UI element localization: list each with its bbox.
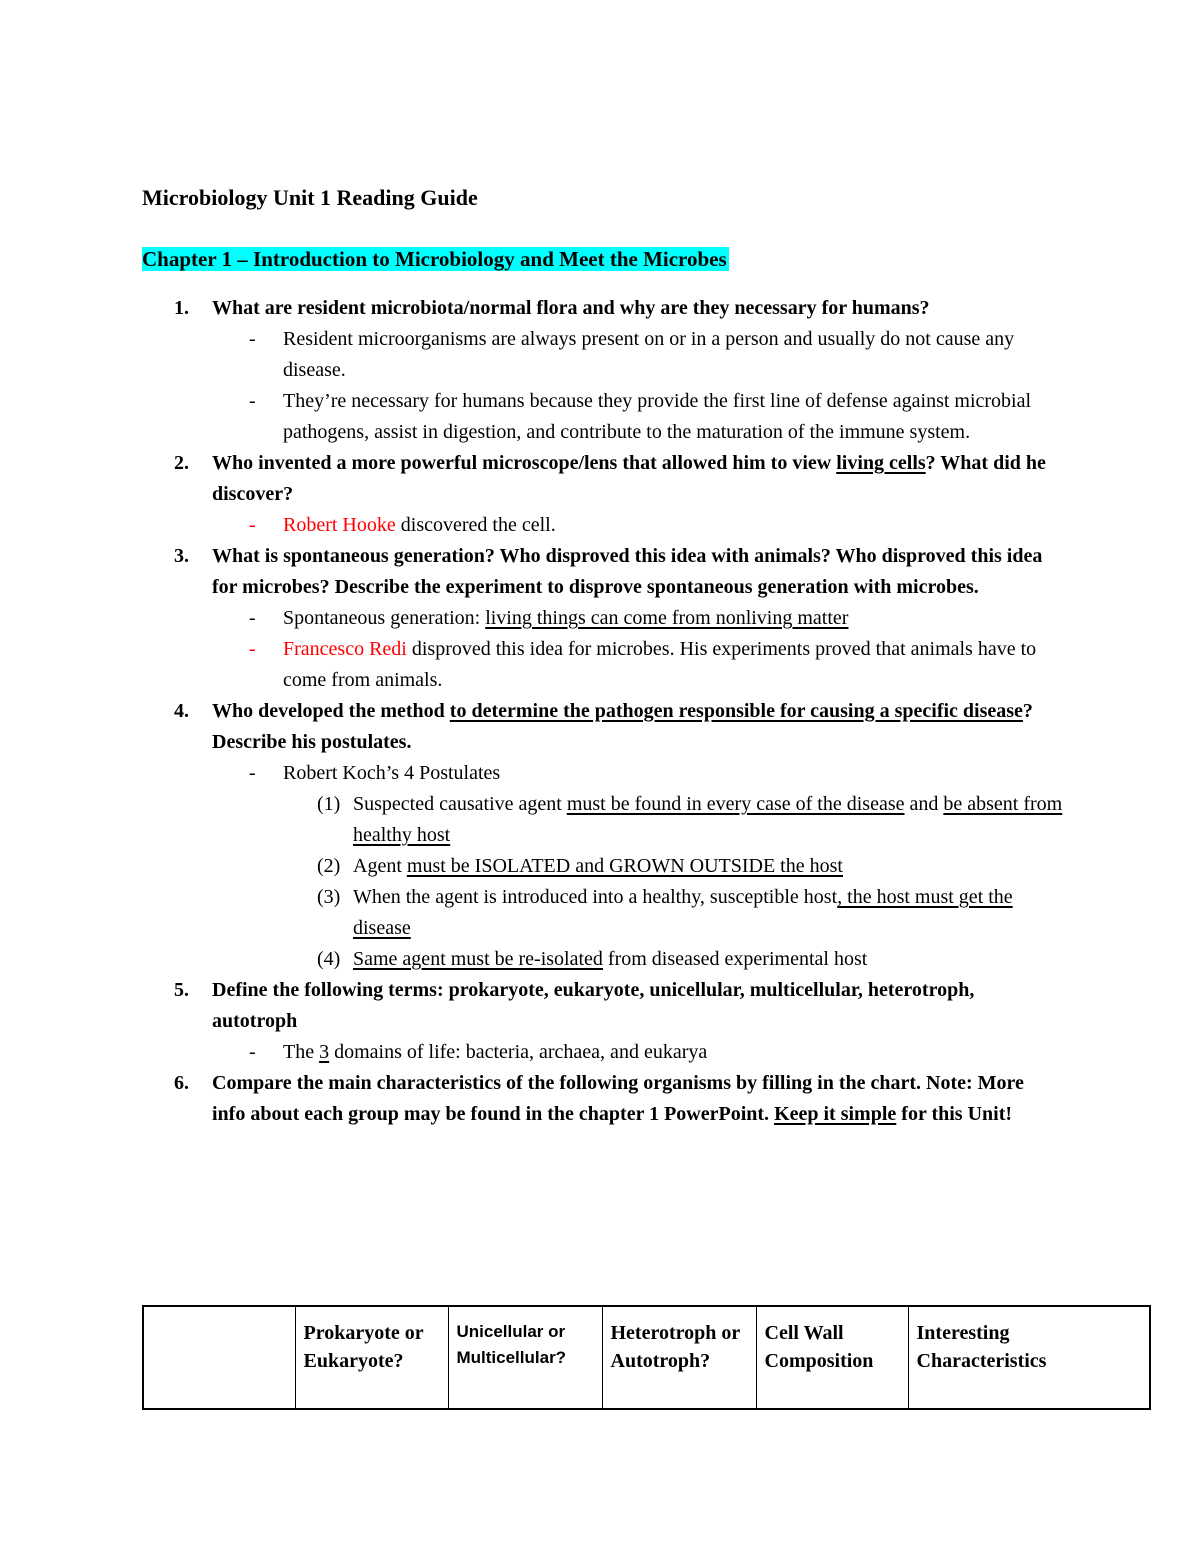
answer-text: They’re necessary for humans because they provide the first line of defense against microbial pathogens, assist in digestion, and contribute to the maturation of the immune system. — [283, 390, 1032, 443]
question-text: Who developed the method to determine the pathogen responsible for causing a specific disease? Describe his postulates. — [212, 700, 1033, 753]
question-6 — [0, 1068, 1057, 1130]
dash-bullet: - — [249, 607, 256, 629]
postulate-2: (2) Agent must be ISOLATED and GROWN OUTSIDE the host — [0, 851, 1063, 882]
postulate-1: (1) Suspected causative agent must be found in every case of the disease and be absent from healthy host — [0, 789, 1063, 851]
underlined-definition: living things can come from nonliving matter — [485, 607, 849, 629]
table-header-row — [143, 1306, 1150, 1409]
dash-bullet: - — [249, 514, 256, 536]
header-cell-heterotroph-autotroph: Heterotroph or Autotroph? — [602, 1306, 756, 1409]
answer-item — [0, 386, 1063, 448]
underlined-phrase: to determine the pathogen responsible for causing a specific disease — [449, 700, 1023, 722]
chapter-heading-text: Chapter 1 – Introduction to Microbiology and Meet the Microbes — [142, 247, 727, 271]
question-text: Compare the main characteristics of the following organisms by filling in the chart. Note: More info about each group may be found in the chapter 1 PowerPoint. Keep it simple for this Unit! — [212, 1072, 1024, 1125]
question-number: 4. — [174, 700, 189, 722]
question-4 — [0, 696, 1057, 758]
dash-bullet: - — [249, 1041, 256, 1063]
postulate-number: (2) — [317, 855, 341, 877]
question-2 — [0, 448, 1057, 510]
question-number: 6. — [174, 1072, 189, 1094]
question-5 — [0, 975, 1057, 1037]
answer-label: Spontaneous generation: — [283, 607, 486, 629]
scientist-name: Francesco Redi — [283, 638, 407, 660]
question-number: 1. — [174, 297, 189, 319]
question-number: 3. — [174, 545, 189, 567]
header-cell-unicellular-multicellular: Unicellular or Multicellular? — [448, 1306, 602, 1409]
question-number: 2. — [174, 452, 189, 474]
scientist-name: Robert Hooke — [283, 514, 396, 536]
dash-bullet: - — [249, 638, 256, 660]
document-title: Microbiology Unit 1 Reading Guide — [142, 185, 478, 210]
dash-bullet: - — [249, 328, 256, 350]
question-list — [0, 293, 1200, 1130]
question-3 — [0, 541, 1057, 603]
answer-text: disproved this idea for microbes. His experiments proved that animals have to come from animals. — [283, 638, 1037, 691]
underlined-phrase: living cells — [836, 452, 926, 474]
answer-text: Resident microorganisms are always present on or in a person and usually do not cause any disease. — [283, 328, 1015, 381]
dash-bullet: - — [249, 390, 256, 412]
answer-text: discovered the cell. — [395, 514, 556, 536]
header-cell-prokaryote-eukaryote: Prokaryote or Eukaryote? — [295, 1306, 448, 1409]
header-cell-characteristics: Interesting Characteristics — [908, 1306, 1150, 1409]
postulate-4: (4) Same agent must be re-isolated from diseased experimental host — [0, 944, 1063, 975]
header-cell-blank — [143, 1306, 295, 1409]
postulate-number: (4) — [317, 948, 341, 970]
postulate-number: (1) — [317, 793, 341, 815]
postulate-number: (3) — [317, 886, 341, 908]
underlined-phrase: Keep it simple — [774, 1103, 897, 1125]
postulate-3: (3) When the agent is introduced into a healthy, susceptible host, the host must get the disease — [0, 882, 1063, 944]
answer-text: Robert Koch’s 4 Postulates — [283, 762, 501, 784]
answer-item — [0, 634, 1063, 696]
question-text: What are resident microbiota/normal flora and why are they necessary for humans? — [212, 297, 930, 319]
answer-item — [0, 758, 1063, 789]
answer-item: - The 3 domains of life: bacteria, archaea, and eukarya — [0, 1037, 1063, 1068]
header-cell-cell-wall: Cell Wall Composition — [756, 1306, 908, 1409]
question-1 — [0, 293, 1057, 324]
comparison-chart — [142, 1305, 1151, 1410]
answer-item — [0, 324, 1063, 386]
question-text: Define the following terms: prokaryote, eukaryote, unicellular, multicellular, heterotroph, autotroph — [212, 979, 975, 1032]
dash-bullet: - — [249, 762, 256, 784]
question-text: Who invented a more powerful microscope/lens that allowed him to view living cells? What did he discover? — [212, 452, 1046, 505]
answer-item — [0, 510, 1063, 541]
question-number: 5. — [174, 979, 189, 1001]
question-text: What is spontaneous generation? Who disproved this idea with animals? Who disproved this idea for microbes? Describe the experiment to disprove spontaneous generation with microbes. — [212, 545, 1043, 598]
chapter-heading — [142, 245, 729, 273]
answer-item — [0, 603, 1063, 634]
